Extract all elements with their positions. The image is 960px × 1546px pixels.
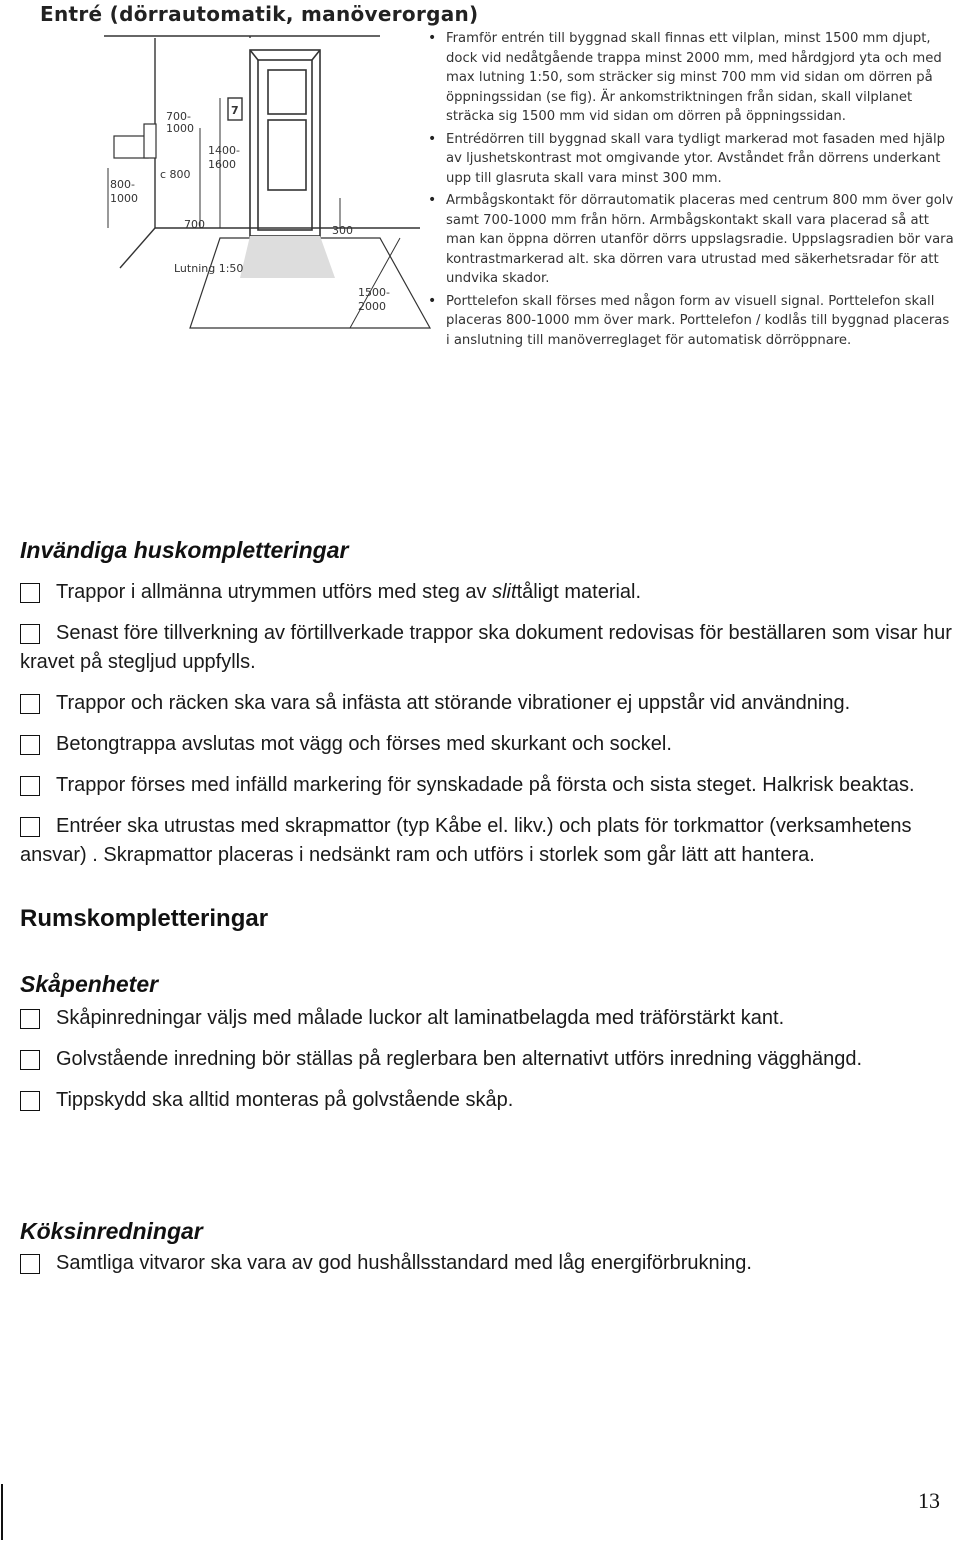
list-item: • Entrédörren till byggnad skall vara tydligt markerad mot fasaden med hjälp av ljushetskontrast mot omgivande ytor. Avståndet från dörrens underkant upp till glasruta skall vara minst 300 mm. xyxy=(424,130,954,189)
dim-1400-1600-b: 1600 xyxy=(208,158,236,171)
dim-1500-2000: 1500- xyxy=(358,286,390,299)
list-item: • Porttelefon skall förses med någon form av visuell signal. Porttelefon skall placeras 800-1000 mm över mark. Porttelefon / kodlås till byggnad placeras i anslutning till manöverreglaget för automatisk dörröppnare. xyxy=(424,292,954,351)
checkbox[interactable] xyxy=(20,1050,40,1070)
dim-800-1000-b: 1000 xyxy=(110,192,138,205)
checkbox[interactable] xyxy=(20,735,40,755)
checklist-item: Entréer ska utrustas med skrapmattor (typ Kåbe el. likv.) och plats för torkmattor (verksamhetens ansvar) . Skrapmattor placeras i nedsänkt ram och utförs i storlek som går lätt att hantera. xyxy=(20,815,912,866)
checklist-item: Trappor förses med infälld markering för synskadade på första och sista steget. Halkrisk beaktas. xyxy=(20,771,960,800)
code-lock-label: 7 xyxy=(231,104,239,117)
checkbox[interactable] xyxy=(20,583,40,603)
checklist-item: Trappor i allmänna utrymmen utförs med steg av slittåligt material. xyxy=(20,578,960,607)
section-heading-rum: Rumskompletteringar xyxy=(20,905,269,932)
dim-1400-1600: 1400- xyxy=(208,144,240,157)
dim-c800: c 800 xyxy=(160,168,191,181)
intercom-panel xyxy=(114,136,148,158)
checkbox[interactable] xyxy=(20,694,40,714)
checklist-item: Skåpinredningar väljs med målade luckor alt laminatbelagda med träförstärkt kant. xyxy=(20,1004,960,1033)
door-frame xyxy=(250,50,320,236)
checkbox[interactable] xyxy=(20,1091,40,1111)
checkbox[interactable] xyxy=(20,1009,40,1029)
dim-700-1000: 700- xyxy=(166,110,191,123)
list-item: • Armbågskontakt för dörrautomatik placeras med centrum 800 mm över golv samt 700-1000 mm från hörn. Armbågskontakt skall vara placerad så att man kan öppna dörren utanför dörrs uppslagsradie. Uppslagsradien bör vara kontrastmarkerad alt. ska dörren vara utrustad med säkerhetsradar för att undvika skador. xyxy=(424,191,954,289)
checklist-item: Samtliga vitvaror ska vara av god hushållsstandard med låg energiförbrukning. xyxy=(20,1249,960,1278)
dim-1500-2000-b: 2000 xyxy=(358,300,386,313)
section-heading-invandiga: Invändiga huskompletteringar xyxy=(20,537,349,563)
section-heading-kok: Köksinredningar xyxy=(20,1218,203,1244)
checkbox[interactable] xyxy=(20,817,40,837)
entrance-section-title: Entré (dörrautomatik, manöverorgan) xyxy=(40,2,479,26)
dim-700: 700 xyxy=(184,218,205,231)
section-heading-skap: Skåpenheter xyxy=(20,971,159,997)
checkbox[interactable] xyxy=(20,1254,40,1274)
dim-300: 300 xyxy=(332,224,353,237)
checklist-item: Tippskydd ska alltid monteras på golvstående skåp. xyxy=(20,1086,960,1115)
entrance-diagram xyxy=(100,28,440,348)
dim-700-1000-b: 1000 xyxy=(166,122,194,135)
checklist-item: Golvstående inredning bör ställas på reglerbara ben alternativt utförs inredning vägghängd. xyxy=(20,1045,960,1074)
list-item: • Framför entrén till byggnad skall finnas ett vilplan, minst 1500 mm djupt, dock vid nedåtgående trappa minst 2000 mm, med hårdgjord yta och med max lutning 1:50, som sträcker sig minst 700 mm vid sidan om dörren på öppningssidan (se fig). Är ankomstriktningen från sidan, skall vilplanet sträcka sig 1500 mm vid sidan om dörren på öppningssidan. xyxy=(424,29,954,127)
margin-bar xyxy=(1,1484,3,1540)
dim-800-1000: 800- xyxy=(110,178,135,191)
entrance-requirements-list xyxy=(424,29,954,353)
page-number: 13 xyxy=(918,1488,940,1513)
checklist-item: Betongtrappa avslutas mot vägg och förses med skurkant och sockel. xyxy=(20,730,960,759)
emphasis-text: slit xyxy=(492,581,517,603)
elbow-switch xyxy=(144,124,156,158)
checklist-item: Senast före tillverkning av förtillverkade trappor ska dokument redovisas för beställaren som visar hur kravet på stegljud uppfylls. xyxy=(20,622,952,673)
checklist-item: Trappor och räcken ska vara så infästa att störande vibrationer ej uppstår vid användning. xyxy=(20,689,960,718)
slope-label: Lutning 1:50 xyxy=(174,262,244,275)
checkbox[interactable] xyxy=(20,776,40,796)
checkbox[interactable] xyxy=(20,624,40,644)
requirements-content xyxy=(20,534,960,1278)
